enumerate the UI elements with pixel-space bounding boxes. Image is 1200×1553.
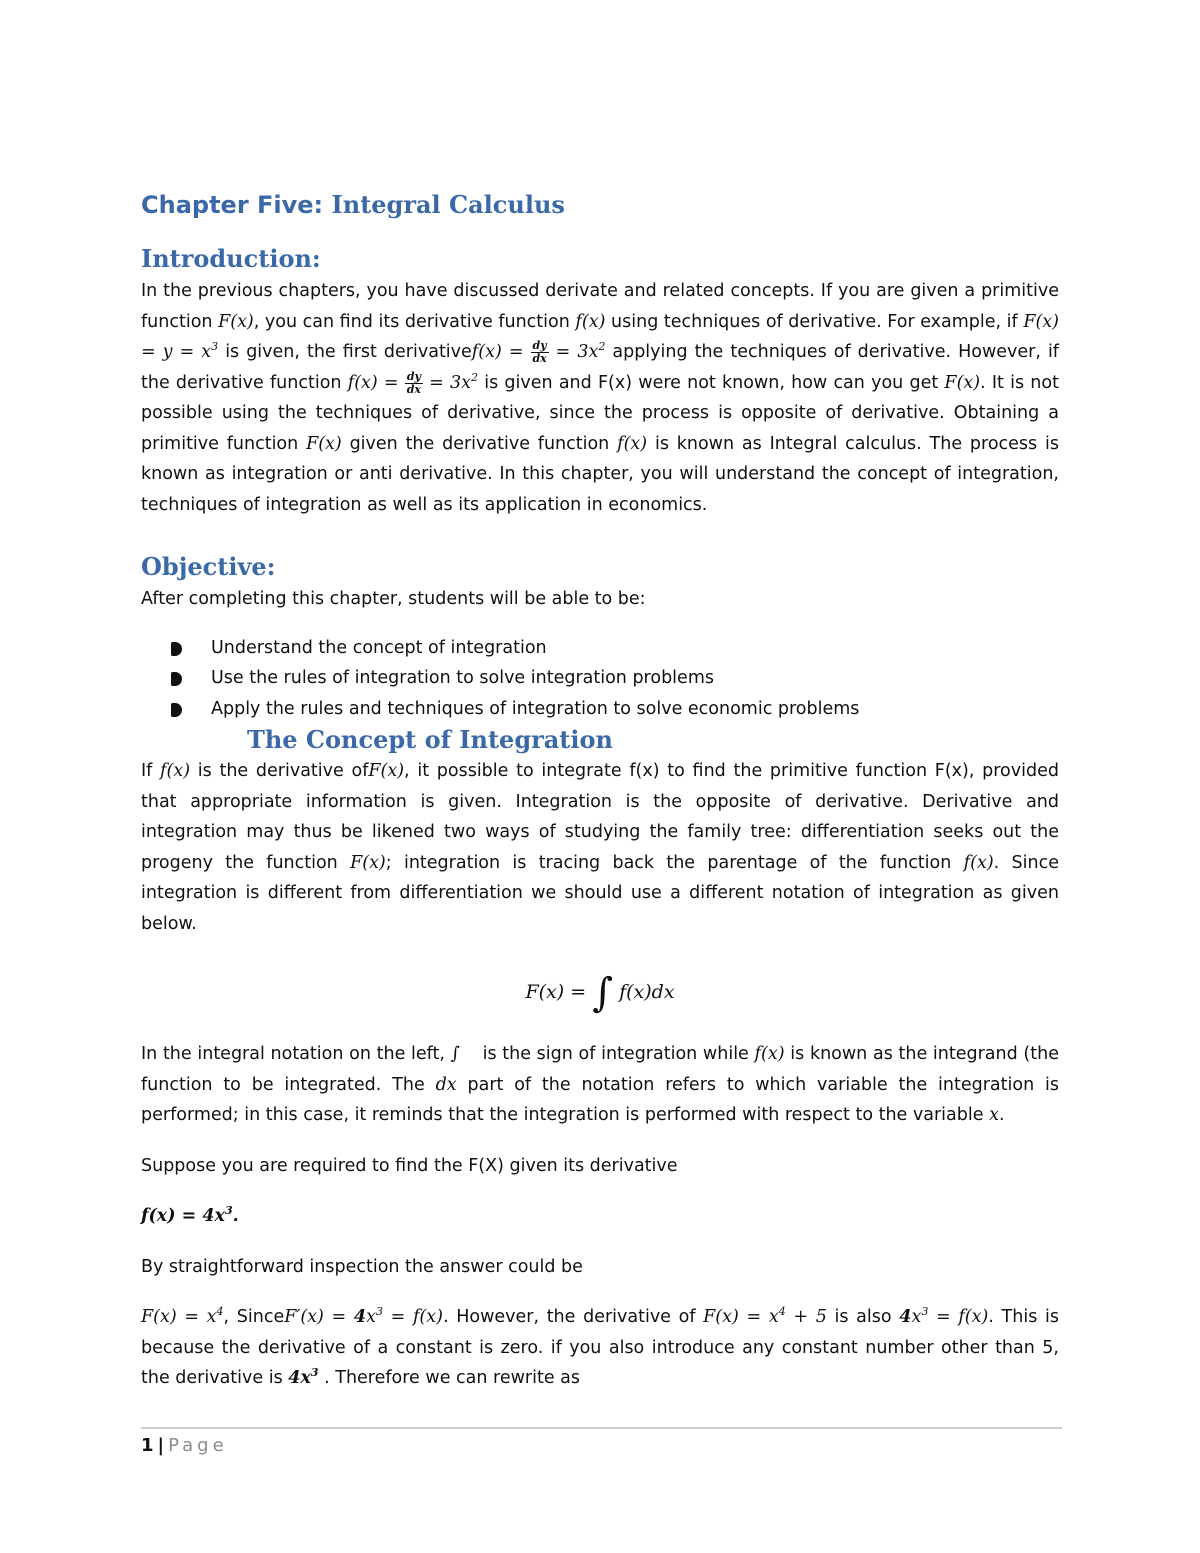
equation-derivative-2: f(x) = $\frac{dy}{dx}$ = $3x^2$ bbox=[347, 369, 479, 396]
chapter-title bbox=[141, 186, 1059, 224]
integral-equation: F(x) = ∫ f(x)dx bbox=[525, 970, 675, 1016]
equation-derivative: f(x) = $\frac{dy}{dx}$ = $3x^2$ bbox=[471, 339, 606, 365]
page-number: 1 bbox=[141, 1435, 154, 1456]
inspection-paragraph: By straightforward inspection the answer could be bbox=[141, 1256, 583, 1277]
introduction-paragraph: In the previous chapters, you have discussed derivate and related concepts. If you are given a primitive function F(x), you can find its derivative function f(x) using techniques of derivative. For example, if $F(x) = y = x^3$ is given, the first derivativef(x) = $\frac{dy}{dx}$ = $3x^2$ applying the techniques of derivative. However, if the derivative function f(x) = $\frac{dy}{dx}$ = $3x^2$ is given and F(x) were not known, how can you get F(x). It is not possible using the techniques of derivative, since the process is opposite of derivative. Obtaining a primitive function F(x) given the derivative function f(x) is known as Integral calculus. The process is known as integration or anti derivative. In this chapter, you will understand the concept of integration, techniques of integration as well as its application in economics. bbox=[141, 281, 1059, 515]
introduction-heading: Introduction: bbox=[141, 244, 321, 273]
concept-paragraph: If f(x) is the derivative ofF(x), it possible to integrate f(x) to find the primitive function F(x), provided that appropriate information is given. Integration is the opposite of derivative. Derivative and integration may thus be likened two ways of studying the family tree: differentiation seeks out the progeny the function F(x); integration is tracing back the parentage of the function f(x). Since integration is different from differentiation we should use a different notation of integration as given below. bbox=[141, 761, 1059, 934]
objective-list bbox=[171, 633, 1059, 725]
objective-lead: After completing this chapter, students will be able to be: bbox=[141, 589, 646, 609]
chapter-lead: Chapter Five: bbox=[141, 191, 324, 219]
answer-paragraph: $F(x) = x^4$, SinceF′(x) = $4x^3 = f(x)$. However, the derivative of $F(x) = x^4 + 5$ is also $4x^3 = f(x)$. This is because the derivative of a constant is zero. if you also introduce any constant number other than 5, the derivative is $4x^3$ . Therefore we can rewrite as bbox=[141, 1305, 1059, 1388]
objective-heading: Objective: bbox=[141, 552, 276, 581]
chapter-name: Integral Calculus bbox=[331, 190, 565, 219]
integral-icon: ∫ bbox=[592, 970, 614, 1016]
equation-fx-4x3: $f(x) = 4x^3$. bbox=[141, 1204, 239, 1226]
list-item: Apply the rules and techniques of integration to solve economic problems bbox=[171, 694, 1059, 725]
page-footer: 1 | Page bbox=[141, 1435, 228, 1456]
suppose-paragraph: Suppose you are required to find the F(X) given its derivative bbox=[141, 1155, 678, 1176]
list-item: Understand the concept of integration bbox=[171, 633, 1059, 664]
equation-Fx-x3: $F(x) = y = x^3$ bbox=[141, 311, 1059, 362]
bullet-icon bbox=[171, 703, 182, 717]
bullet-icon bbox=[171, 642, 182, 656]
page-label: Page bbox=[168, 1435, 228, 1456]
bullet-icon bbox=[171, 672, 182, 686]
footer-divider bbox=[141, 1427, 1062, 1429]
integral-sign: ∫ bbox=[450, 1044, 460, 1064]
notation-paragraph: In the integral notation on the left, ∫ is the sign of integration while f(x) is known as the integrand (the function to be integrated. The dx part of the notation refers to which variable the integration is performed; in this case, it reminds that the integration is performed with respect to the variable x. bbox=[141, 1044, 1059, 1125]
concept-heading: The Concept of Integration bbox=[247, 725, 613, 754]
page-content bbox=[141, 186, 1059, 1394]
list-item: Use the rules of integration to solve integration problems bbox=[171, 663, 1059, 694]
